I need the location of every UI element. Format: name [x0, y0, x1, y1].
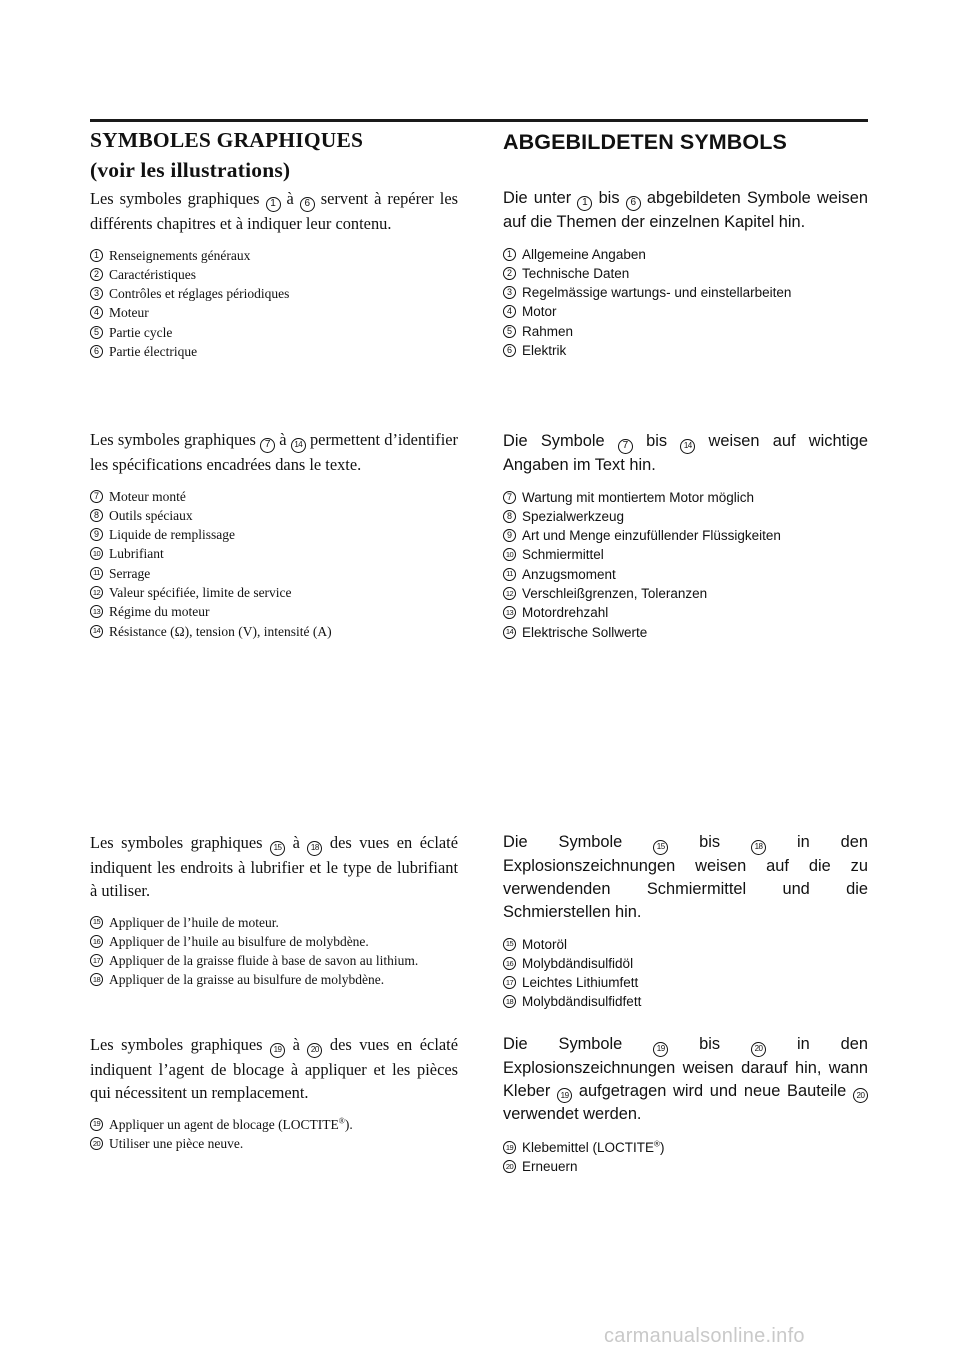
fr-section-1 [90, 187, 458, 361]
item-text: Schmiermittel [522, 547, 604, 563]
ref-number: 1 [266, 197, 281, 212]
item-text: Appliquer de la graisse au bisulfure de molybdène. [109, 972, 385, 988]
fr-s2-intro [90, 428, 458, 477]
de-section-3 [503, 831, 868, 1012]
item-number: 4 [90, 306, 103, 319]
ref-number: 19 [557, 1088, 572, 1103]
ref-number: 20 [751, 1042, 766, 1057]
item-number: 17 [503, 976, 516, 989]
ref-number: 19 [653, 1042, 668, 1057]
fr-s1-intro-c: servent à repérer les différents chapitres et à indiquer leur contenu. [90, 189, 458, 233]
fr-title-line2: (voir les illustrations) [90, 158, 291, 182]
list-item [503, 973, 868, 992]
list-item [503, 603, 868, 622]
list-item [503, 302, 868, 321]
item-number: 12 [90, 586, 103, 599]
item-number: 10 [503, 548, 516, 561]
fr-s3-list [90, 913, 458, 990]
list-item [503, 341, 868, 360]
fr-s4-intro-b: à [292, 1035, 300, 1054]
list-item [90, 525, 458, 544]
de-s2-intro-c: weisen auf wichtige Angaben im Text hin. [503, 432, 868, 474]
item-number: 10 [90, 547, 103, 560]
ref-number: 1 [577, 196, 592, 211]
list-item [503, 322, 868, 341]
item-number: 4 [503, 305, 516, 318]
fr-section-3 [90, 831, 458, 990]
fr-s4-intro-c: des vues en éclaté indiquent l’agent de blocage à appliquer et les pièces qui nécessitent un remplacement. [90, 1035, 458, 1102]
item-number: 17 [90, 954, 103, 967]
de-s1-intro [503, 187, 868, 234]
item-text: Rahmen [522, 323, 574, 339]
list-item [503, 488, 868, 507]
item-number: 8 [503, 510, 516, 523]
item-text: Lubrifiant [109, 546, 164, 562]
list-item [503, 623, 868, 642]
list-item [90, 970, 458, 989]
fr-s3-intro-b: à [292, 833, 300, 852]
item-text: Regelmässige wartungs- und einstellarbeiten [522, 285, 792, 301]
fr-section-2 [90, 428, 458, 641]
fr-s1-intro-a: Les symboles graphiques [90, 189, 260, 208]
item-number: 19 [90, 1118, 103, 1131]
item-text: Partie cycle [109, 324, 173, 340]
item-number: 7 [503, 491, 516, 504]
item-text: Elektrik [522, 342, 567, 358]
list-item [503, 1138, 868, 1157]
de-section-4 [503, 1033, 868, 1177]
list-item [90, 487, 458, 506]
item-number: 1 [90, 249, 103, 262]
item-text: Valeur spécifiée, limite de service [109, 584, 292, 600]
fr-s1-intro [90, 187, 458, 235]
de-s4-list [503, 1138, 868, 1177]
de-title: ABGEBILDETEN SYMBOLS [503, 130, 787, 154]
list-item [90, 932, 458, 951]
item-text: Motoröl [522, 936, 568, 952]
fr-s1-intro-b: à [286, 189, 294, 208]
fr-s4-intro [90, 1033, 458, 1104]
item-number: 7 [90, 490, 103, 503]
item-text: Renseignements généraux [109, 247, 251, 263]
ref-number: 14 [291, 438, 306, 453]
list-item [503, 507, 868, 526]
list-item [90, 544, 458, 563]
item-text: Molybdändisulfidfett [522, 994, 642, 1010]
list-item [90, 951, 458, 970]
item-number: 18 [503, 995, 516, 1008]
fr-s3-intro-c: des vues en éclaté indiquent les endroits à lubrifier et le type de lubrifiant à utiliser. [90, 833, 458, 900]
item-number: 3 [503, 286, 516, 299]
de-s1-intro-c: abgebildeten Symbole weisen auf die Themen der einzelnen Kapitel hin. [503, 189, 868, 231]
ref-number: 7 [618, 439, 633, 454]
de-section-2 [503, 430, 868, 642]
item-text: Appliquer de la graisse fluide à base de savon au lithium. [109, 953, 419, 969]
item-number: 14 [90, 625, 103, 638]
item-text: Moteur monté [109, 488, 186, 504]
item-number: 12 [503, 587, 516, 600]
list-item [503, 264, 868, 283]
list-item [503, 935, 868, 954]
list-item [90, 284, 458, 303]
list-item [503, 245, 868, 264]
item-text-a: Appliquer un agent de blocage (LOCTITE [109, 1116, 339, 1132]
item-number: 13 [90, 605, 103, 618]
fr-title-line1: SYMBOLES GRAPHIQUES [90, 128, 364, 152]
ref-number: 20 [307, 1043, 322, 1058]
item-number: 2 [503, 267, 516, 280]
item-number: 18 [90, 973, 103, 986]
item-text: Résistance (Ω), tension (V), intensité (A) [109, 623, 332, 639]
item-number: 1 [503, 248, 516, 261]
fr-s2-intro-a: Les symboles graphiques [90, 430, 256, 449]
list-item [90, 246, 458, 265]
item-text: Liquide de remplissage [109, 527, 235, 543]
fr-s4-intro-a: Les symboles graphiques [90, 1035, 263, 1054]
watermark: carmanualsonline.info [604, 1325, 805, 1347]
item-text: Caractéristiques [109, 266, 196, 282]
item-number: 20 [90, 1137, 103, 1150]
fr-s1-list [90, 246, 458, 362]
item-number: 9 [503, 529, 516, 542]
item-number: 16 [503, 957, 516, 970]
fr-s3-intro-a: Les symboles graphiques [90, 833, 263, 852]
list-item [503, 283, 868, 302]
list-item [503, 954, 868, 973]
item-number: 6 [90, 345, 103, 358]
item-text: Motor [522, 304, 557, 320]
header-rule [90, 119, 868, 122]
ref-number: 6 [626, 196, 641, 211]
de-s4-intro-d: aufgetragen wird und neue Bauteile [578, 1081, 847, 1100]
list-item [90, 1134, 458, 1153]
list-item [90, 1115, 458, 1134]
fr-s3-intro [90, 831, 458, 902]
de-s3-intro-b: bis [699, 833, 721, 851]
list-item [503, 545, 868, 564]
de-s3-list [503, 935, 868, 1012]
item-number: 20 [503, 1160, 516, 1173]
item-number: 15 [90, 916, 103, 929]
registered-mark: ® [654, 1139, 660, 1149]
list-item [90, 506, 458, 525]
item-text: Contrôles et réglages périodiques [109, 286, 290, 302]
fr-s2-intro-c: permettent d’identifier les spécifications encadrées dans le texte. [90, 430, 458, 474]
item-text: Serrage [109, 565, 151, 581]
item-number: 9 [90, 528, 103, 541]
de-s2-intro [503, 430, 868, 477]
item-number: 11 [90, 567, 103, 580]
ref-number: 14 [680, 439, 695, 454]
item-number: 2 [90, 268, 103, 281]
item-text: Molybdändisulfidöl [522, 955, 634, 971]
list-item [90, 564, 458, 583]
list-item [503, 565, 868, 584]
de-s3-intro-c: in den Explosionszeichnungen weisen auf die zu verwendenden Schmiermittel und die Schmierstellen hin. [503, 833, 868, 921]
item-text: Appliquer de l’huile au bisulfure de molybdène. [109, 933, 369, 949]
item-number: 6 [503, 344, 516, 357]
item-text: Régime du moteur [109, 604, 210, 620]
list-item [90, 342, 458, 361]
item-number: 15 [503, 938, 516, 951]
item-text: Appliquer de l’huile de moteur. [109, 914, 279, 930]
de-s2-intro-b: bis [646, 432, 668, 450]
fr-title-block [90, 126, 458, 184]
item-text: Spezialwerkzeug [522, 508, 625, 524]
item-text: Utiliser une pièce neuve. [109, 1135, 244, 1151]
item-text: Leichtes Lithiumfett [522, 975, 639, 991]
de-title-block [503, 128, 868, 156]
item-number: 14 [503, 626, 516, 639]
registered-mark: ® [338, 1116, 345, 1125]
item-text: Partie électrique [109, 343, 198, 359]
item-number: 16 [90, 935, 103, 948]
de-s4-intro-a: Die Symbole [503, 1035, 623, 1053]
ref-number: 20 [853, 1088, 868, 1103]
item-text: Allgemeine Angaben [522, 246, 646, 262]
ref-number: 6 [300, 197, 315, 212]
de-s3-intro [503, 831, 868, 924]
list-item [90, 622, 458, 641]
list-item [90, 323, 458, 342]
list-item [90, 602, 458, 621]
ref-number: 15 [270, 841, 285, 856]
item-text: Outils spéciaux [109, 507, 193, 523]
item-number: 8 [90, 509, 103, 522]
fr-s2-list [90, 487, 458, 641]
item-number: 5 [503, 325, 516, 338]
ref-number: 18 [751, 840, 766, 855]
ref-number: 19 [270, 1043, 285, 1058]
list-item [503, 1157, 868, 1176]
item-text: Wartung mit montiertem Motor möglich [522, 489, 755, 505]
item-number: 3 [90, 287, 103, 300]
de-s4-intro-c: in den Explosionszeichnungen weisen darauf hin, wann Kleber [503, 1035, 868, 1100]
item-text-b: ) [659, 1140, 665, 1155]
item-number: 11 [503, 568, 516, 581]
list-item [90, 583, 458, 602]
item-text: Moteur [109, 305, 149, 321]
item-text [109, 1115, 458, 1134]
ref-number: 18 [307, 841, 322, 856]
de-s1-intro-a: Die unter [503, 189, 572, 207]
list-item [503, 992, 868, 1011]
item-text: Anzugsmoment [522, 566, 616, 582]
item-text: Art und Menge einzufüllender Flüssigkeiten [522, 528, 781, 544]
de-section-1 [503, 187, 868, 360]
item-text: Verschleißgrenzen, Toleranzen [522, 585, 708, 601]
item-number: 13 [503, 606, 516, 619]
de-s4-intro-b: bis [699, 1035, 721, 1053]
item-text-b: ). [344, 1116, 353, 1132]
de-s2-list [503, 488, 868, 642]
ref-number: 7 [260, 438, 275, 453]
fr-s4-list [90, 1115, 458, 1154]
list-item [90, 303, 458, 322]
de-s4-intro-e: verwendet werden. [503, 1105, 642, 1123]
de-s2-intro-a: Die Symbole [503, 432, 605, 450]
de-s1-intro-b: bis [598, 189, 620, 207]
fr-s2-intro-b: à [279, 430, 287, 449]
de-s4-intro [503, 1033, 868, 1126]
item-number: 19 [503, 1141, 516, 1154]
list-item [90, 913, 458, 932]
list-item [503, 526, 868, 545]
ref-number: 15 [653, 840, 668, 855]
de-s3-intro-a: Die Symbole [503, 833, 623, 851]
de-s1-list [503, 245, 868, 361]
fr-section-4 [90, 1033, 458, 1153]
item-text-a: Klebemittel (LOCTITE [522, 1140, 655, 1155]
item-text: Erneuern [522, 1159, 578, 1175]
list-item [503, 584, 868, 603]
item-number: 5 [90, 326, 103, 339]
item-text [522, 1138, 868, 1157]
item-text: Technische Daten [522, 265, 630, 281]
list-item [90, 265, 458, 284]
item-text: Elektrische Sollwerte [522, 624, 648, 640]
item-text: Motordrehzahl [522, 605, 609, 621]
